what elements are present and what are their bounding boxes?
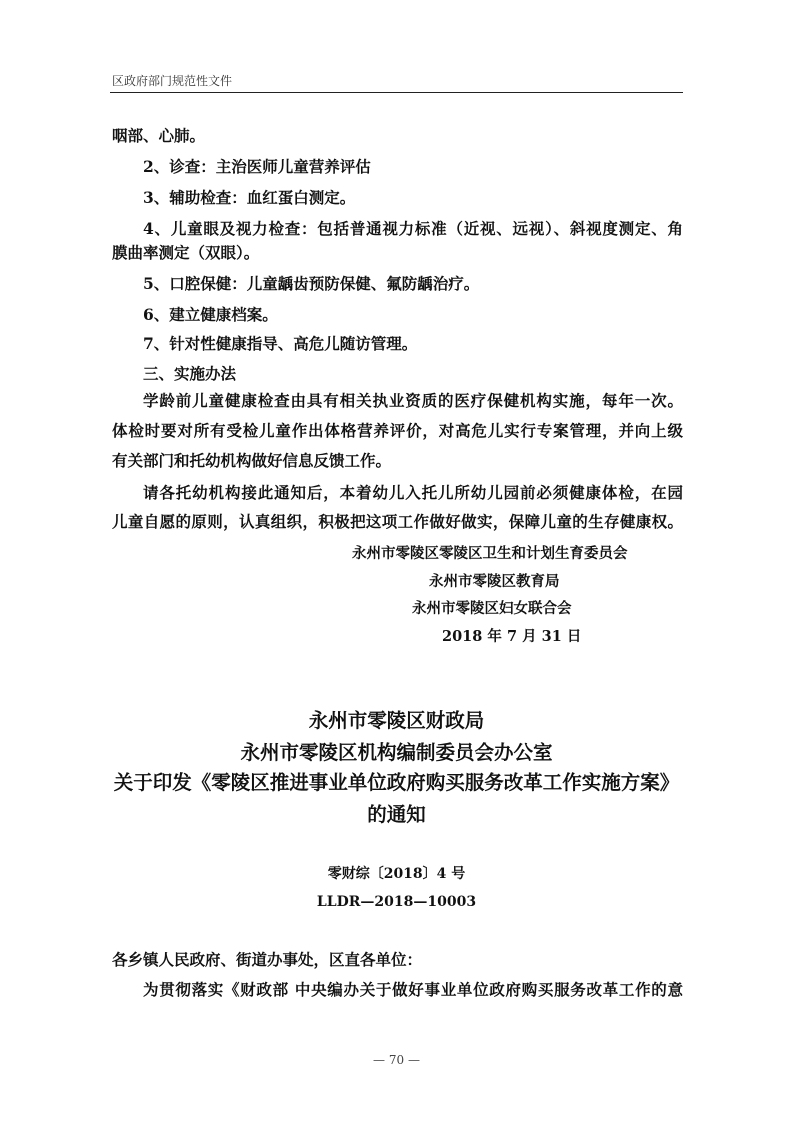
section-heading: 三、实施办法: [143, 364, 237, 383]
document-number: 零财综〔2018〕4 号: [327, 866, 466, 882]
list-item-diagnosis: 2、诊查：主治医师儿童营养评估: [143, 157, 371, 176]
list-item-records: 6、建立健康档案。: [143, 305, 278, 324]
signature-education-bureau: 永州市零陵区教育局: [429, 573, 560, 590]
list-item-eye-exam: 4、儿童眼及视力检查：包括普通视力标准（近视、远视）、斜视度测定、角: [143, 219, 683, 238]
list-item-oral: 5、口腔保健：儿童龋齿预防保健、氟防龋治疗。: [143, 274, 480, 293]
list-item-aux-exam: 3、辅助检查：血红蛋白测定。: [143, 188, 356, 207]
notice-title-line-2: 永州市零陵区机构编制委员会办公室: [240, 741, 553, 764]
page-number: — 70 —: [373, 1053, 420, 1067]
signature-womens-federation: 永州市零陵区妇女联合会: [412, 600, 572, 617]
paragraph-line: 儿童自愿的原则，认真组织，积极把这项工作做好做实，保障儿童的生存健康权。: [112, 512, 683, 531]
signature-date: 2018 年 7 月 31 日: [442, 628, 582, 645]
list-item-guidance: 7、针对性健康指导、高危儿随访管理。: [143, 334, 418, 353]
paragraph-line: 请各托幼机构接此通知后，本着幼儿入托儿所幼儿园前必须健康体检，在园: [143, 483, 683, 502]
paragraph-line: 体检时要对所有受检儿童作出体格营养评价，对高危儿实行专案管理，并向上级: [112, 421, 683, 440]
header-rule: [110, 92, 683, 93]
text-line: 咽部、心肺。: [112, 126, 206, 145]
signature-health-commission: 永州市零陵区零陵区卫生和计划生育委员会: [352, 545, 628, 562]
paragraph-line: 有关部门和托幼机构做好信息反馈工作。: [112, 451, 392, 470]
text-line: 膜曲率测定（双眼）。: [112, 243, 260, 262]
notice-title-line-4: 的通知: [367, 803, 426, 826]
notice-title-line-3: 关于印发《零陵区推进事业单位政府购买服务改革工作实施方案》: [113, 771, 680, 794]
paragraph-line: 学龄前儿童健康检查由具有相关执业资质的医疗保健机构实施，每年一次。: [143, 391, 683, 410]
running-header: 区政府部门规范性文件: [112, 74, 233, 88]
notice-title-line-1: 永州市零陵区财政局: [308, 709, 485, 732]
body-first-line: 为贯彻落实《财政部 中央编办关于做好事业单位政府购买服务改革工作的意: [143, 980, 683, 999]
register-number: LLDR—2018—10003: [316, 894, 477, 910]
addressee: 各乡镇人民政府、街道办事处，区直各单位：: [112, 950, 423, 969]
